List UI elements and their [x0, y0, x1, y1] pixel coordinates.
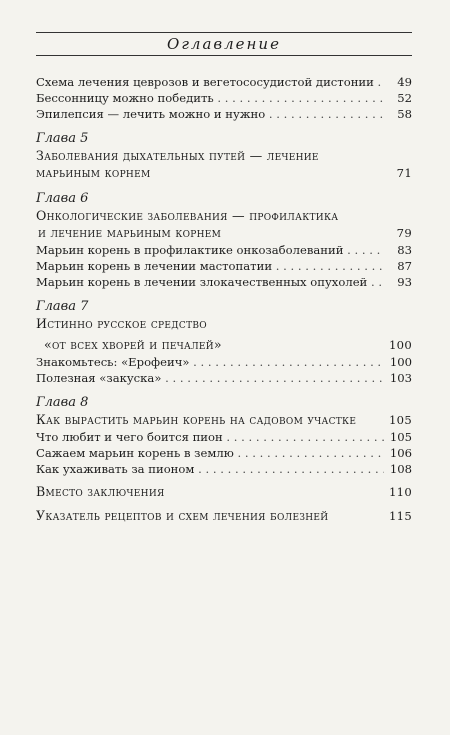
chapter-8-label: Глава 8	[36, 395, 89, 410]
toc-entry-title: Эпилепсия — лечить можно и нужно . . .	[36, 106, 384, 122]
toc-entry-page: 105	[389, 430, 412, 444]
toc-entry-title: Знакомьтесь: «Ерофеич» . . .	[36, 354, 384, 370]
toc-entry-title: Полезная «закуска» . . .	[36, 370, 384, 386]
index-entry-page: 115	[388, 509, 412, 523]
toc-entry-page: 58	[397, 107, 412, 121]
chapter-6-title-line1: Онкологические заболевания — профилактика	[36, 208, 339, 223]
chapter-8-page: 105	[388, 413, 412, 427]
toc-entry-title: Бессонницу можно победить . . .	[36, 90, 384, 106]
toc-entry-title: Сажаем марьин корень в землю . . .	[36, 445, 384, 461]
chapter-6-label: Глава 6	[36, 191, 89, 206]
toc-header	[36, 32, 412, 56]
index-entry-title: Указатель рецептов и схем лечения болезней	[36, 508, 329, 523]
toc-entry-page: 52	[397, 91, 412, 105]
header-rule-bottom	[36, 55, 412, 56]
chapter-7-page: 100	[388, 338, 412, 352]
toc-entry-page: 93	[397, 275, 412, 289]
chapter-7-title-line1: Истинно русское средство	[36, 316, 207, 331]
toc-entry-title: Марьин корень в лечении злокачественных опухолей . . .	[36, 274, 384, 290]
index-entry	[36, 507, 412, 525]
toc-entry-page: 106	[389, 446, 412, 460]
chapter-5-label: Глава 5	[36, 131, 89, 146]
chapter-8-title: Как вырастить марьин корень на садовом участке 105	[36, 412, 412, 427]
toc-entry-page: 83	[397, 243, 412, 257]
chapter-5-title-line1: Заболевания дыхательных путей — лечение	[36, 148, 319, 163]
chapter-6-title-line2: и лечение марьиным корнем 79	[38, 225, 412, 240]
chapter-5-page: 71	[396, 166, 412, 180]
table-of-contents	[36, 74, 412, 525]
toc-entry-page: 100	[389, 355, 412, 369]
toc-entry	[36, 258, 412, 274]
toc-entry	[36, 370, 412, 386]
toc-entry	[36, 429, 412, 445]
toc-entry-title: Что любит и чего боится пион . . .	[36, 429, 384, 445]
toc-entry-page: 108	[389, 462, 412, 476]
toc-entry-title: Марьин корень в лечении мастопатии . . .	[36, 258, 384, 274]
toc-entry-page: 49	[397, 75, 412, 89]
toc-entry	[36, 274, 412, 290]
toc-entry	[36, 461, 412, 477]
toc-entry	[36, 354, 412, 370]
closing-entry-page: 110	[388, 485, 412, 499]
chapter-7-label: Глава 7	[36, 299, 89, 314]
closing-entry-title: Вместо заключения	[36, 484, 165, 499]
chapter-6-page: 79	[396, 226, 412, 240]
closing-entry	[36, 483, 412, 501]
toc-entry-title: Марьин корень в профилактике онкозаболеваний . . .	[36, 242, 384, 258]
toc-entry	[36, 242, 412, 258]
toc-entry-title: Как ухаживать за пионом . . .	[36, 461, 384, 477]
toc-entry-page: 103	[389, 371, 412, 385]
chapter-7-title-line2: «от всех хворей и печалей» 100	[44, 337, 412, 352]
toc-entry-page: 87	[397, 259, 412, 273]
toc-entry-title: Схема лечения цеврозов и вегетососудистой дистонии . . .	[36, 74, 384, 90]
chapter-5-title-line2: марьиным корнем 71	[36, 165, 412, 180]
toc-entry	[36, 445, 412, 461]
toc-title: Оглавление	[167, 35, 281, 53]
toc-entry	[36, 106, 412, 122]
toc-entry	[36, 90, 412, 106]
toc-entry	[36, 74, 412, 90]
